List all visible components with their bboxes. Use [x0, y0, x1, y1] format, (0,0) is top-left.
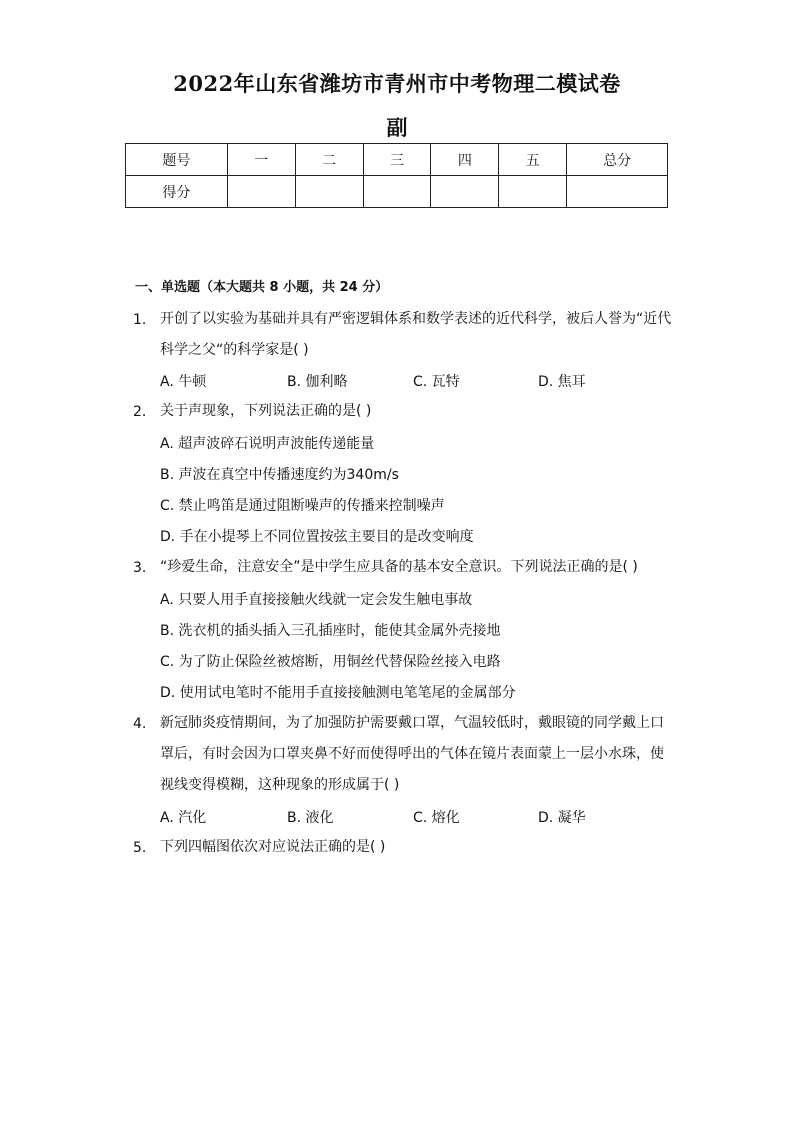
- option-b: B. 液化: [287, 810, 334, 826]
- question-text: 下列四幅图依次对应说法正确的是( ): [160, 839, 386, 855]
- option-b: B. 伽利略: [287, 374, 348, 390]
- score-table: [125, 143, 668, 208]
- option-c: C. 熔化: [413, 810, 460, 826]
- score-header-cell: 四: [431, 144, 499, 176]
- question-number: 1.: [133, 312, 147, 328]
- option-a: A. 牛顿: [160, 374, 207, 390]
- score-header-cell: 二: [295, 144, 363, 176]
- score-header-cell: 总分: [567, 144, 668, 176]
- score-blank-cell: [363, 176, 431, 208]
- question-text: 关于声现象，下列说法正确的是( ): [160, 403, 372, 419]
- score-blank-cell: [567, 176, 668, 208]
- score-blank-cell: [431, 176, 499, 208]
- option-b: B. 洗衣机的插头插入三孔插座时，能使其金属外壳接地: [160, 623, 501, 639]
- question-text: “珍爱生命，注意安全”是中学生应具备的基本安全意识。下列说法正确的是( ): [160, 559, 638, 575]
- option-a: A. 超声波碎石说明声波能传递能量: [160, 436, 375, 452]
- score-row-label: 得分: [126, 176, 228, 208]
- page-subtitle: 副: [386, 115, 408, 140]
- score-blank-cell: [295, 176, 363, 208]
- section-heading: 一、单选题（本大题共 8 小题，共 24 分）: [135, 280, 389, 295]
- score-blank-cell: [499, 176, 567, 208]
- question-number: 4.: [133, 716, 147, 732]
- option-d: D. 手在小提琴上不同位置按弦主要目的是改变响度: [160, 529, 474, 545]
- option-c: C. 为了防止保险丝被熔断，用铜丝代替保险丝接入电路: [160, 654, 501, 670]
- score-header-cell: 题号: [126, 144, 228, 176]
- option-b: B. 声波在真空中传播速度约为340m/s: [160, 467, 399, 483]
- page-title: 2022年山东省潍坊市青州市中考物理二模试卷: [173, 71, 621, 96]
- question-number: 3.: [133, 560, 147, 576]
- option-d: D. 使用试电笔时不能用手直接接触测电笔笔尾的金属部分: [160, 685, 516, 701]
- option-d: D. 焦耳: [538, 374, 586, 390]
- question-text: 开创了以实验为基础并具有严密逻辑体系和数学表述的近代科学，被后人誉为“近代科学之父“的科学家是( ): [160, 311, 672, 358]
- question-number: 5.: [133, 840, 147, 856]
- option-d: D. 凝华: [538, 810, 586, 826]
- score-header-cell: 三: [363, 144, 431, 176]
- score-table-header-row: [126, 144, 668, 176]
- question-text: 新冠肺炎疫情期间，为了加强防护需要戴口罩，气温较低时，戴眼镜的同学戴上口罩后，有时会因为口罩夹鼻不好而使得呼出的气体在镜片表面蒙上一层小水珠，使视线变得模糊，这种现象的形成属于( ): [160, 715, 664, 793]
- score-blank-cell: [227, 176, 295, 208]
- score-header-cell: 五: [499, 144, 567, 176]
- option-c: C. 瓦特: [413, 374, 460, 390]
- option-a: A. 汽化: [160, 810, 207, 826]
- option-a: A. 只要人用手直接接触火线就一定会发生触电事故: [160, 592, 473, 608]
- question-number: 2.: [133, 404, 147, 420]
- score-header-cell: 一: [227, 144, 295, 176]
- option-c: C. 禁止鸣笛是通过阻断噪声的传播来控制噪声: [160, 498, 445, 514]
- score-table-score-row: [126, 176, 668, 208]
